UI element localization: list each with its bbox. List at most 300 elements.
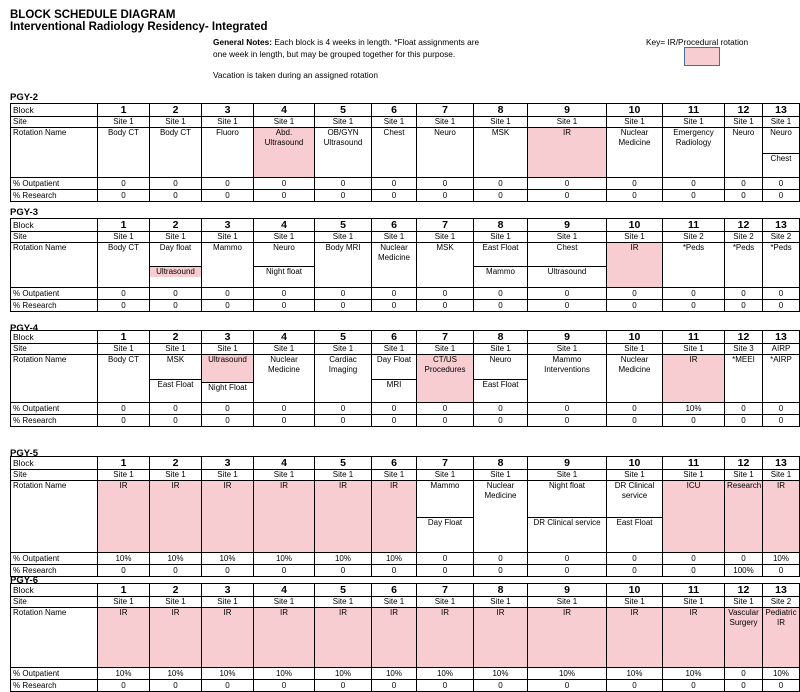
general-notes [213, 37, 488, 60]
rotation-cell [607, 608, 663, 668]
rotation-cell [254, 128, 315, 178]
block-number: 10 [607, 219, 663, 232]
site-cell: Site 1 [372, 344, 417, 355]
site-cell: Site 1 [725, 470, 763, 481]
block-number: 5 [315, 457, 372, 470]
block-number: 4 [254, 104, 315, 117]
research-cell: 0 [528, 190, 607, 202]
outpatient-cell: 10% [315, 668, 372, 680]
site-cell: Site 1 [372, 597, 417, 608]
pgy-3-title: PGY-3 [10, 207, 38, 218]
research-cell: 0 [663, 190, 725, 202]
outpatient-cell: 10% [202, 553, 254, 565]
rotation-row-label: Rotation Name [11, 608, 98, 668]
site-row-label: Site [11, 232, 98, 243]
rotation-cell [528, 608, 607, 668]
rotation-name: Nuclear Medicine [618, 128, 651, 147]
block-number: 5 [315, 331, 372, 344]
site-cell: Site 1 [98, 344, 150, 355]
rotation-cell [763, 608, 800, 668]
rotation-cell [474, 243, 528, 288]
outpatient-row-label: % Outpatient [11, 668, 98, 680]
site-cell: Site 1 [150, 232, 202, 243]
block-number: 3 [202, 219, 254, 232]
block-number: 13 [763, 584, 800, 597]
research-cell: 0 [528, 300, 607, 312]
site-cell: Site 1 [474, 117, 528, 128]
rotation-name: Fluoro [216, 128, 239, 137]
site-cell: Site 1 [474, 344, 528, 355]
outpatient-cell: 10% [98, 553, 150, 565]
outpatient-cell: 10% [663, 403, 725, 415]
research-row [11, 415, 800, 427]
block-number: 8 [474, 104, 528, 117]
pgy-2-title: PGY-2 [10, 92, 38, 103]
rotation-name: IR [280, 481, 288, 490]
rotation-cell [150, 243, 202, 288]
outpatient-row [11, 668, 800, 680]
rotation-name: IR [390, 481, 398, 490]
block-number: 3 [202, 457, 254, 470]
rotation-name: Body MRI [325, 243, 361, 252]
research-cell: 0 [528, 680, 607, 692]
rotation-cell [474, 128, 528, 178]
rotation-cell [607, 243, 663, 288]
research-cell: 0 [254, 190, 315, 202]
rotation-name: IR [689, 608, 698, 617]
research-cell: 0 [763, 565, 800, 577]
rotation-cell [607, 128, 663, 178]
block-number: 8 [474, 457, 528, 470]
site-row-label: Site [11, 470, 98, 481]
site-cell: Site 1 [315, 117, 372, 128]
rotation-cell [663, 355, 725, 403]
research-cell: 0 [663, 415, 725, 427]
rotation-name: *AIRP [770, 355, 792, 364]
site-row-label: Site [11, 344, 98, 355]
site-cell: Site 1 [725, 117, 763, 128]
outpatient-cell: 10% [663, 668, 725, 680]
site-cell: Site 1 [528, 597, 607, 608]
site-cell: Site 1 [254, 470, 315, 481]
block-number: 8 [474, 331, 528, 344]
outpatient-cell: 10% [150, 553, 202, 565]
rotation-cell [202, 481, 254, 553]
block-number: 10 [607, 331, 663, 344]
research-cell: 0 [528, 565, 607, 577]
rotation-cell [315, 481, 372, 553]
research-row [11, 190, 800, 202]
research-cell: 0 [150, 415, 202, 427]
research-cell: 0 [474, 190, 528, 202]
rotation-name: CT/US Procedures [424, 355, 466, 374]
rotation-cell [372, 481, 417, 553]
block-number: 7 [417, 331, 474, 344]
block-number: 4 [254, 584, 315, 597]
site-cell: Site 1 [607, 117, 663, 128]
rotation-secondary-name: Chest [763, 153, 799, 164]
outpatient-cell: 0 [528, 553, 607, 565]
site-cell: Site 1 [474, 470, 528, 481]
site-cell: Site 1 [417, 117, 474, 128]
site-cell: Site 1 [417, 597, 474, 608]
research-cell: 0 [150, 300, 202, 312]
outpatient-cell: 10% [254, 668, 315, 680]
outpatient-cell: 0 [528, 288, 607, 300]
research-cell: 0 [607, 565, 663, 577]
block-number: 9 [528, 457, 607, 470]
site-cell: Site 1 [528, 470, 607, 481]
site-row [11, 117, 800, 128]
site-row [11, 597, 800, 608]
site-cell: Site 1 [202, 470, 254, 481]
research-cell: 0 [763, 300, 800, 312]
rotation-name: MSK [436, 243, 454, 252]
rotation-cell [417, 481, 474, 553]
block-row-label: Block [11, 104, 98, 117]
rotation-name: *Peds [770, 243, 792, 252]
outpatient-cell: 0 [725, 668, 763, 680]
outpatient-cell: 0 [254, 403, 315, 415]
rotation-cell [98, 128, 150, 178]
site-cell: Site 1 [150, 470, 202, 481]
research-cell: 0 [150, 565, 202, 577]
site-row-label: Site [11, 117, 98, 128]
rotation-name: IR [777, 481, 785, 490]
rotation-secondary-name: Ultrasound [150, 266, 201, 277]
block-number: 4 [254, 457, 315, 470]
outpatient-cell: 0 [474, 288, 528, 300]
site-cell: Site 1 [607, 344, 663, 355]
block-number: 3 [202, 584, 254, 597]
rotation-cell [254, 243, 315, 288]
rotation-cell [417, 128, 474, 178]
block-number: 7 [417, 104, 474, 117]
research-row-label: % Research [11, 565, 98, 577]
research-cell: 0 [725, 680, 763, 692]
rotation-name: ICU [686, 481, 701, 490]
rotation-name: Mammo [213, 243, 242, 252]
outpatient-cell: 0 [417, 403, 474, 415]
outpatient-cell: 0 [528, 403, 607, 415]
research-cell: 0 [372, 565, 417, 577]
site-cell: AIRP [763, 344, 800, 355]
rotation-cell [725, 355, 763, 403]
rotation-secondary-name: Ultrasound [528, 266, 606, 277]
rotation-cell [725, 243, 763, 288]
research-cell: 0 [315, 190, 372, 202]
rotation-cell [315, 608, 372, 668]
research-row-label: % Research [11, 300, 98, 312]
rotation-cell [315, 355, 372, 403]
outpatient-cell: 0 [607, 288, 663, 300]
rotation-row-label: Rotation Name [11, 243, 98, 288]
outpatient-cell: 0 [417, 178, 474, 190]
research-cell: 0 [98, 300, 150, 312]
outpatient-cell: 0 [417, 288, 474, 300]
research-cell: 0 [202, 190, 254, 202]
rotation-cell [417, 355, 474, 403]
outpatient-cell: 0 [98, 288, 150, 300]
rotation-name: IR [171, 481, 180, 490]
site-cell: Site 1 [607, 470, 663, 481]
rotation-cell [725, 128, 763, 178]
block-number: 4 [254, 331, 315, 344]
block-number: 1 [98, 584, 150, 597]
research-cell: 0 [315, 415, 372, 427]
outpatient-row [11, 553, 800, 565]
block-row [11, 331, 800, 344]
block-number: 1 [98, 457, 150, 470]
rotation-cell [725, 481, 763, 553]
site-cell: Site 1 [254, 597, 315, 608]
outpatient-cell: 0 [725, 553, 763, 565]
rotation-name: *Peds [732, 243, 755, 252]
site-row [11, 470, 800, 481]
rotation-name: IR [390, 608, 398, 617]
rotation-row-label: Rotation Name [11, 355, 98, 403]
research-row-label: % Research [11, 415, 98, 427]
site-cell: Site 1 [254, 344, 315, 355]
rotation-secondary-name: Mammo [474, 266, 527, 277]
rotation-cell [417, 608, 474, 668]
rotation-name: Research [727, 481, 762, 490]
rotation-name: IR [223, 481, 232, 490]
outpatient-cell: 0 [202, 403, 254, 415]
block-number: 2 [150, 584, 202, 597]
outpatient-cell: 0 [150, 288, 202, 300]
key-swatch [684, 47, 720, 66]
research-cell: 0 [607, 415, 663, 427]
outpatient-cell: 0 [663, 288, 725, 300]
block-number: 12 [725, 104, 763, 117]
rotation-cell [150, 355, 202, 403]
site-cell: Site 1 [528, 344, 607, 355]
rotation-row [11, 128, 800, 178]
block-row-label: Block [11, 331, 98, 344]
block-number: 11 [663, 457, 725, 470]
outpatient-cell: 0 [372, 288, 417, 300]
block-number: 6 [372, 584, 417, 597]
rotation-cell [254, 355, 315, 403]
block-number: 12 [725, 457, 763, 470]
outpatient-cell: 10% [528, 668, 607, 680]
rotation-cell [528, 355, 607, 403]
outpatient-cell: 0 [663, 178, 725, 190]
outpatient-cell: 0 [315, 288, 372, 300]
rotation-cell [763, 481, 800, 553]
outpatient-cell: 0 [663, 553, 725, 565]
block-number: 12 [725, 331, 763, 344]
research-cell: 0 [372, 300, 417, 312]
research-cell: 0 [372, 680, 417, 692]
rotation-cell [663, 128, 725, 178]
research-cell: 0 [417, 680, 474, 692]
outpatient-cell: 0 [763, 178, 800, 190]
block-row [11, 104, 800, 117]
research-cell: 0 [98, 415, 150, 427]
outpatient-row-label: % Outpatient [11, 288, 98, 300]
rotation-name: Nuclear Medicine [484, 481, 517, 500]
block-number: 4 [254, 219, 315, 232]
block-number: 10 [607, 584, 663, 597]
rotation-secondary-name: East Float [607, 517, 662, 528]
rotation-secondary-name: MRI [372, 379, 416, 390]
rotation-cell [607, 481, 663, 553]
site-cell: Site 2 [725, 232, 763, 243]
rotation-name: IR [119, 481, 128, 490]
outpatient-cell: 0 [98, 178, 150, 190]
research-row-label: % Research [11, 190, 98, 202]
rotation-name: IR [339, 608, 347, 617]
research-cell: 0 [763, 190, 800, 202]
rotation-name: Body CT [107, 355, 140, 364]
pgy-5-title: PGY-5 [10, 448, 38, 459]
research-cell: 0 [150, 680, 202, 692]
rotation-cell [372, 355, 417, 403]
outpatient-cell: 10% [202, 668, 254, 680]
rotation-cell [202, 128, 254, 178]
outpatient-cell: 0 [315, 178, 372, 190]
research-cell: 0 [98, 190, 150, 202]
site-cell: Site 2 [663, 232, 725, 243]
rotation-name: Nuclear Medicine [267, 355, 300, 374]
site-row [11, 232, 800, 243]
site-cell: Site 1 [202, 117, 254, 128]
rotation-cell [98, 243, 150, 288]
rotation-row-label: Rotation Name [11, 128, 98, 178]
block-row-label: Block [11, 584, 98, 597]
block-number: 13 [763, 331, 800, 344]
block-number: 1 [98, 104, 150, 117]
site-row [11, 344, 800, 355]
rotation-cell [372, 128, 417, 178]
rotation-name: Chest [556, 243, 578, 252]
site-cell: Site 1 [663, 117, 725, 128]
research-cell: 0 [254, 415, 315, 427]
site-cell: Site 1 [417, 232, 474, 243]
rotation-name: DR Clinical service [614, 481, 655, 500]
block-number: 2 [150, 331, 202, 344]
block-number: 9 [528, 331, 607, 344]
research-cell: 0 [663, 300, 725, 312]
block-number: 12 [725, 219, 763, 232]
site-cell: Site 1 [150, 344, 202, 355]
research-cell: 0 [663, 680, 725, 692]
rotation-row [11, 481, 800, 553]
research-cell: 0 [98, 680, 150, 692]
rotation-name: Neuro [489, 355, 512, 364]
rotation-name: MSK [166, 355, 185, 364]
research-cell: 0 [763, 415, 800, 427]
rotation-name: IR [689, 355, 698, 364]
site-cell: Site 1 [528, 117, 607, 128]
outpatient-cell: 0 [607, 178, 663, 190]
rotation-name: Body CT [159, 128, 192, 137]
block-number: 12 [725, 584, 763, 597]
rotation-cell [474, 355, 528, 403]
site-cell: Site 1 [663, 597, 725, 608]
outpatient-cell: 0 [725, 288, 763, 300]
outpatient-cell: 0 [725, 178, 763, 190]
site-cell: Site 1 [417, 470, 474, 481]
research-cell: 0 [202, 300, 254, 312]
site-cell: Site 1 [98, 232, 150, 243]
outpatient-cell: 0 [474, 553, 528, 565]
research-cell: 0 [254, 680, 315, 692]
rotation-row [11, 355, 800, 403]
rotation-name: Ultrasound [202, 355, 253, 382]
rotation-name: *MEEI [732, 355, 755, 364]
outpatient-row-label: % Outpatient [11, 403, 98, 415]
rotation-secondary-name: DR Clinical service [528, 517, 606, 528]
pgy-6-title: PGY-6 [10, 575, 38, 586]
rotation-cell [315, 243, 372, 288]
rotation-name: IR [339, 481, 347, 490]
site-cell: Site 1 [474, 232, 528, 243]
block-number: 8 [474, 584, 528, 597]
outpatient-cell: 0 [372, 178, 417, 190]
research-cell: 0 [528, 415, 607, 427]
rotation-cell [607, 355, 663, 403]
block-number: 6 [372, 457, 417, 470]
block-row [11, 457, 800, 470]
outpatient-cell: 0 [202, 288, 254, 300]
pgy-4-schedule-table [10, 330, 800, 427]
research-cell: 0 [607, 300, 663, 312]
research-cell: 0 [98, 565, 150, 577]
outpatient-cell: 0 [417, 553, 474, 565]
outpatient-cell: 0 [150, 403, 202, 415]
block-number: 5 [315, 219, 372, 232]
block-number: 2 [150, 219, 202, 232]
outpatient-cell: 0 [150, 178, 202, 190]
rotation-name: IR [119, 608, 128, 617]
rotation-name: Body CT [107, 243, 140, 252]
rotation-cell [98, 481, 150, 553]
rotation-row [11, 243, 800, 288]
rotation-cell [417, 243, 474, 288]
site-cell: Site 1 [315, 470, 372, 481]
rotation-cell [98, 608, 150, 668]
vacation-note: Vacation is taken during an assigned rotation [213, 70, 378, 80]
site-cell: Site 1 [763, 117, 800, 128]
key-label: Key= IR/Procedural rotation [646, 37, 749, 47]
block-row-label: Block [11, 219, 98, 232]
block-number: 6 [372, 104, 417, 117]
outpatient-cell: 0 [202, 178, 254, 190]
rotation-name: IR [563, 608, 571, 617]
outpatient-cell: 0 [725, 403, 763, 415]
block-number: 5 [315, 104, 372, 117]
rotation-name: IR [223, 608, 232, 617]
block-number: 7 [417, 457, 474, 470]
research-row [11, 300, 800, 312]
pgy-4-title: PGY-4 [10, 323, 38, 334]
rotation-name: Neuro [732, 128, 755, 137]
rotation-name: IR [563, 128, 571, 137]
outpatient-row [11, 178, 800, 190]
block-number: 10 [607, 457, 663, 470]
rotation-name: Vascular Surgery [728, 608, 759, 627]
outpatient-cell: 10% [315, 553, 372, 565]
outpatient-cell: 10% [763, 668, 800, 680]
research-cell: 0 [763, 680, 800, 692]
outpatient-cell: 0 [607, 553, 663, 565]
rotation-cell [372, 608, 417, 668]
rotation-cell [202, 608, 254, 668]
research-cell: 0 [607, 680, 663, 692]
